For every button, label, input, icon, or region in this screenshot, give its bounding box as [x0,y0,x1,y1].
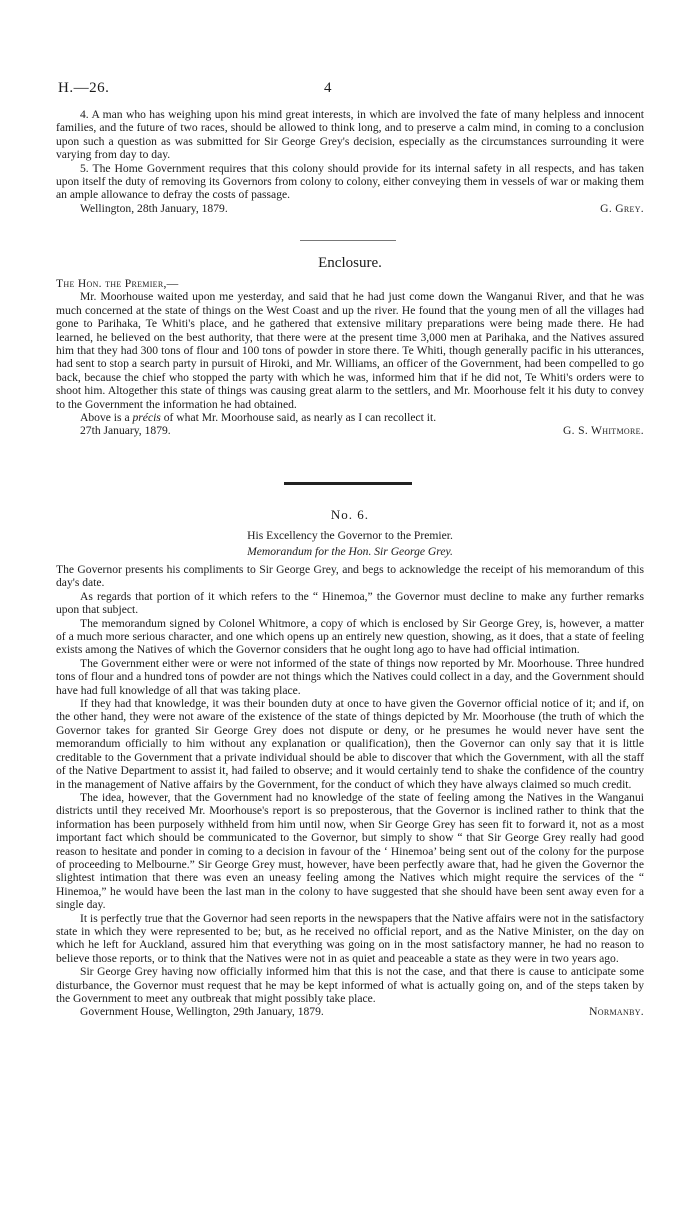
memo-place-date: Government House, Wellington, 29th January, 1879. [80,1005,324,1019]
memo-paragraph-3: The memorandum signed by Colonel Whitmore, a copy of which is enclosed by Sir George Grey, is, however, a matter of a much more serious character, and one which opens up an entirely new question, showing, as it does, that a state of feeling exists among the Natives of which the Governor considers that he ought long ago to have had official intimation. [56,616,644,657]
document-number-heading: No. 6. [330,507,370,522]
page-header [58,80,644,102]
memo-signoff [56,1005,644,1018]
paragraph-4: 4. A man who has weighing upon his mind great interests, in which are involved the fate of many helpless and innocent families, and the future of two races, should be allowed to think long, and to preserve a calm mind, in coming to a conclusion upon such a question as was submitted for Sir George Grey's decision, especially as the circumstances surrounding it were varying from day to day. [56,108,644,162]
memorandum-body [56,563,644,1019]
place-date: Wellington, 28th January, 1879. [80,201,228,215]
enclosure-heading: Enclosure. [318,255,382,271]
document-code: H.—26. [58,80,110,96]
precis-word: précis [132,411,161,425]
salutation: The Hon. the Premier,— [56,277,179,290]
memo-paragraph-5: If they had that knowledge, it was their bounden duty at once to have given the Governor official notice of it; and if, on the other hand, they were not aware of the existence of the state of things depicted by Mr. Moorhouse (the truth of which the Governor takes for granted Sir George Grey does not dispute or deny, or he presumes he would never have sent the memorandum officially to him without any explanation or qualification), then the Governor can only say that it is little creditable to the Government that a private individual should be able to discover that which the Government, with all the staff of the Native Department to assist it, had failed to observe; and it would certainly tend to shake the confidence of the country in the management of Native affairs by the Government, for the conduct of which they have always claimed so much credit. [56,697,644,791]
letter-signoff [56,202,644,215]
enclosure-date: 27th January, 1879. [80,424,171,438]
thick-divider [284,482,412,485]
memorandum-title: Memorandum for the Hon. Sir George Grey. [247,545,453,558]
enclosure-signoff [56,424,644,437]
signature: G. Grey. [600,201,644,215]
memo-paragraph-7: It is perfectly true that the Governor had seen reports in the newspapers that the Native affairs were not in the satisfactory state in which they were represented to be; but, as he received no official report, and as the Native Minister, on the day on which he left for Auckland, assured him that everything was going on in the most satisfactory manner, he had no reason to believe those reports, or to think that the Natives were not in as quiet and peaceable a state as they were in two years ago. [56,911,644,965]
letter-continuation [56,108,644,215]
correspondence-subtitle: His Excellency the Governor to the Premier. [247,529,453,542]
enclosure-paragraph: Mr. Moorhouse waited upon me yesterday, and said that he had just come down the Wanganui River, and that he was much concerned at the state of things on the West Coast and up the river. He found that the young men of all the villages had gone to Parihaka, Te Whiti's place, and he gathered that extensive military preparations were being made there. He had learned, he believed on the best authority, that there were at the present time 3,000 men at Parihaka, and the Natives assured him that they had 300 tons of flour and 100 tons of powder in store there. Te Whiti, though generally pacific in his utterances, had sent to stop a search party in pursuit of Hiroki, and Mr. Williams, an officer of the Government, had been compelled to go back, because the chief who stopped the party with which he was, informed him that if he did not, Te Whiti's orders were to shoot him. Altogether this state of things was causing great alarm to the settlers, and Mr. Moorhouse felt it his duty to convey to the Government the information he had obtained. [56,290,644,411]
memo-signature: Normanby. [589,1005,644,1019]
paragraph-5: 5. The Home Government requires that this colony should provide for its internal safety in all respects, and has taken upon itself the duty of removing its Governors from colony to colony, either conveying them in vessels of war or making them an ample allowance to defray the costs of passage. [56,161,644,202]
precis-line: Above is a précis of what Mr. Moorhouse said, as nearly as I can recollect it. [80,411,437,425]
page-number: 4 [324,80,332,96]
memo-paragraph-8: Sir George Grey having now officially informed him that this is not the case, and that there is cause to anticipate some disturbance, the Governor must request that he may be kept informed of what is actually going on, and of the steps taken by the Government to meet any outbreak that might possibly take place. [56,965,644,1005]
section-divider [300,240,396,241]
memo-paragraph-6: The idea, however, that the Government had no knowledge of the state of feeling among the Natives in the Wanganui districts until they received Mr. Moorhouse's report is so preposterous, that the Governor is inclined rather to think that the information has been purposely withheld from him until now, when Sir George Grey has seen fit to forward it, not as a most important fact which should be communicated to the Governor, but simply to show “ that Sir George Grey really had good reason to hesitate and ponder in coming to a decision in favour of the ‘ Hinemoa’ being sent out of the colony for the purpose of proceeding to Melbourne.” Sir George Grey must, however, have been perfectly aware that, had he given the Governor the slightest intimation that there was even an uneasy feeling among the Natives which might require the services of the “ Hinemoa,” he would have been the last man in the colony to have suggested that she should have been sent away even for a single day. [56,790,644,912]
memo-paragraph-4: The Government either were or were not informed of the state of things now reported by Mr. Moorhouse. Three hundred tons of flour and a hundred tons of powder are not things which the Natives could collect in a day, and the Government should have had full knowledge of all that was taking place. [56,656,644,697]
enclosure-body [56,277,644,438]
memo-paragraph-1: The Governor presents his compliments to Sir George Grey, and begs to acknowledge the receipt of his memorandum of this day's date. [56,563,644,590]
memo-paragraph-2: As regards that portion of it which refers to the “ Hinemoa,” the Governor must decline to make any further remarks upon that subject. [56,589,644,617]
enclosure-signature: G. S. Whitmore. [563,424,644,438]
